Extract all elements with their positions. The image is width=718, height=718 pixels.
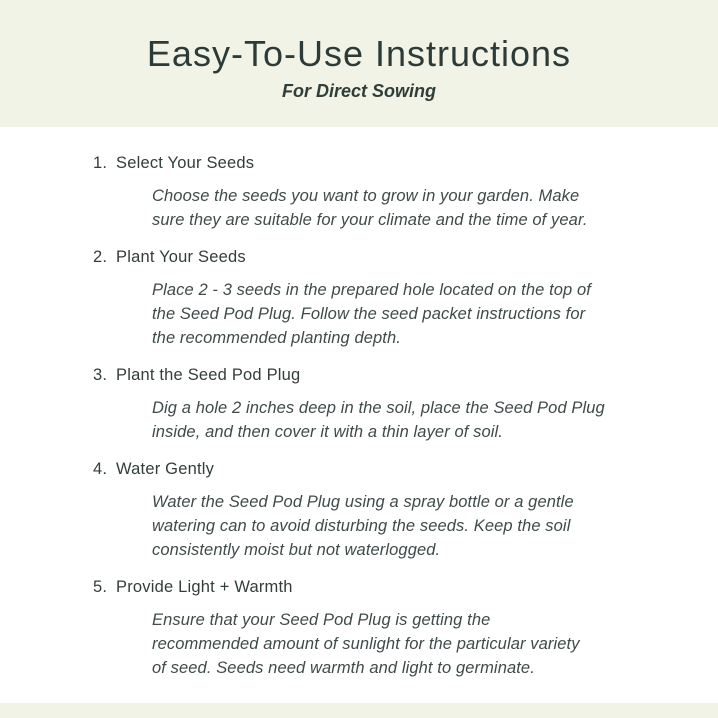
step-5-desc-line: Ensure that your Seed Pod Plug is getting the [152,611,491,629]
step-5-number: 5. [93,578,108,596]
step-5 [93,576,658,680]
step-2-description [152,278,658,350]
step-1-desc-line: sure they are suitable for your climate and the time of year. [152,211,588,229]
step-4-title: Water Gently [116,460,215,478]
step-5-desc-line: recommended amount of sunlight for the particular variety [152,635,580,653]
step-3-title: Plant the Seed Pod Plug [116,366,301,384]
step-1-description [152,184,658,232]
step-1-heading [93,152,658,174]
step-3-desc-line: Dig a hole 2 inches deep in the soil, place the Seed Pod Plug [152,399,605,417]
step-2-number: 2. [93,248,108,266]
step-3-desc-line: inside, and then cover it with a thin layer of soil. [152,423,503,441]
step-1-number: 1. [93,154,108,172]
step-2 [93,246,658,350]
footer-band [0,703,718,718]
page-subtitle: For Direct Sowing [281,81,436,101]
step-1 [93,152,658,232]
step-2-title: Plant Your Seeds [116,248,246,266]
step-2-heading [93,246,658,268]
step-4-desc-line: watering can to avoid disturbing the seeds. Keep the soil [152,517,571,535]
step-3 [93,364,658,444]
step-4 [93,458,658,562]
step-5-heading [93,576,658,598]
step-5-desc-line: of seed. Seeds need warmth and light to germinate. [152,659,535,677]
step-4-number: 4. [93,460,108,478]
step-2-desc-line: the recommended planting depth. [152,329,401,347]
header-band [0,0,718,127]
step-2-desc-line: the Seed Pod Plug. Follow the seed packet instructions for [152,305,586,323]
instructions-list [0,127,718,680]
page-title: Easy-To-Use Instructions [146,33,572,74]
step-4-desc-line: Water the Seed Pod Plug using a spray bottle or a gentle [152,493,574,511]
step-4-heading [93,458,658,480]
step-2-desc-line: Place 2 - 3 seeds in the prepared hole located on the top of [152,281,591,299]
step-4-description [152,490,658,562]
step-4-desc-line: consistently moist but not waterlogged. [152,541,441,559]
step-1-desc-line: Choose the seeds you want to grow in your garden. Make [152,187,580,205]
step-3-number: 3. [93,366,108,384]
step-5-description [152,608,658,680]
step-3-description [152,396,658,444]
step-5-title: Provide Light + Warmth [116,578,293,596]
step-3-heading [93,364,658,386]
step-1-title: Select Your Seeds [116,154,255,172]
